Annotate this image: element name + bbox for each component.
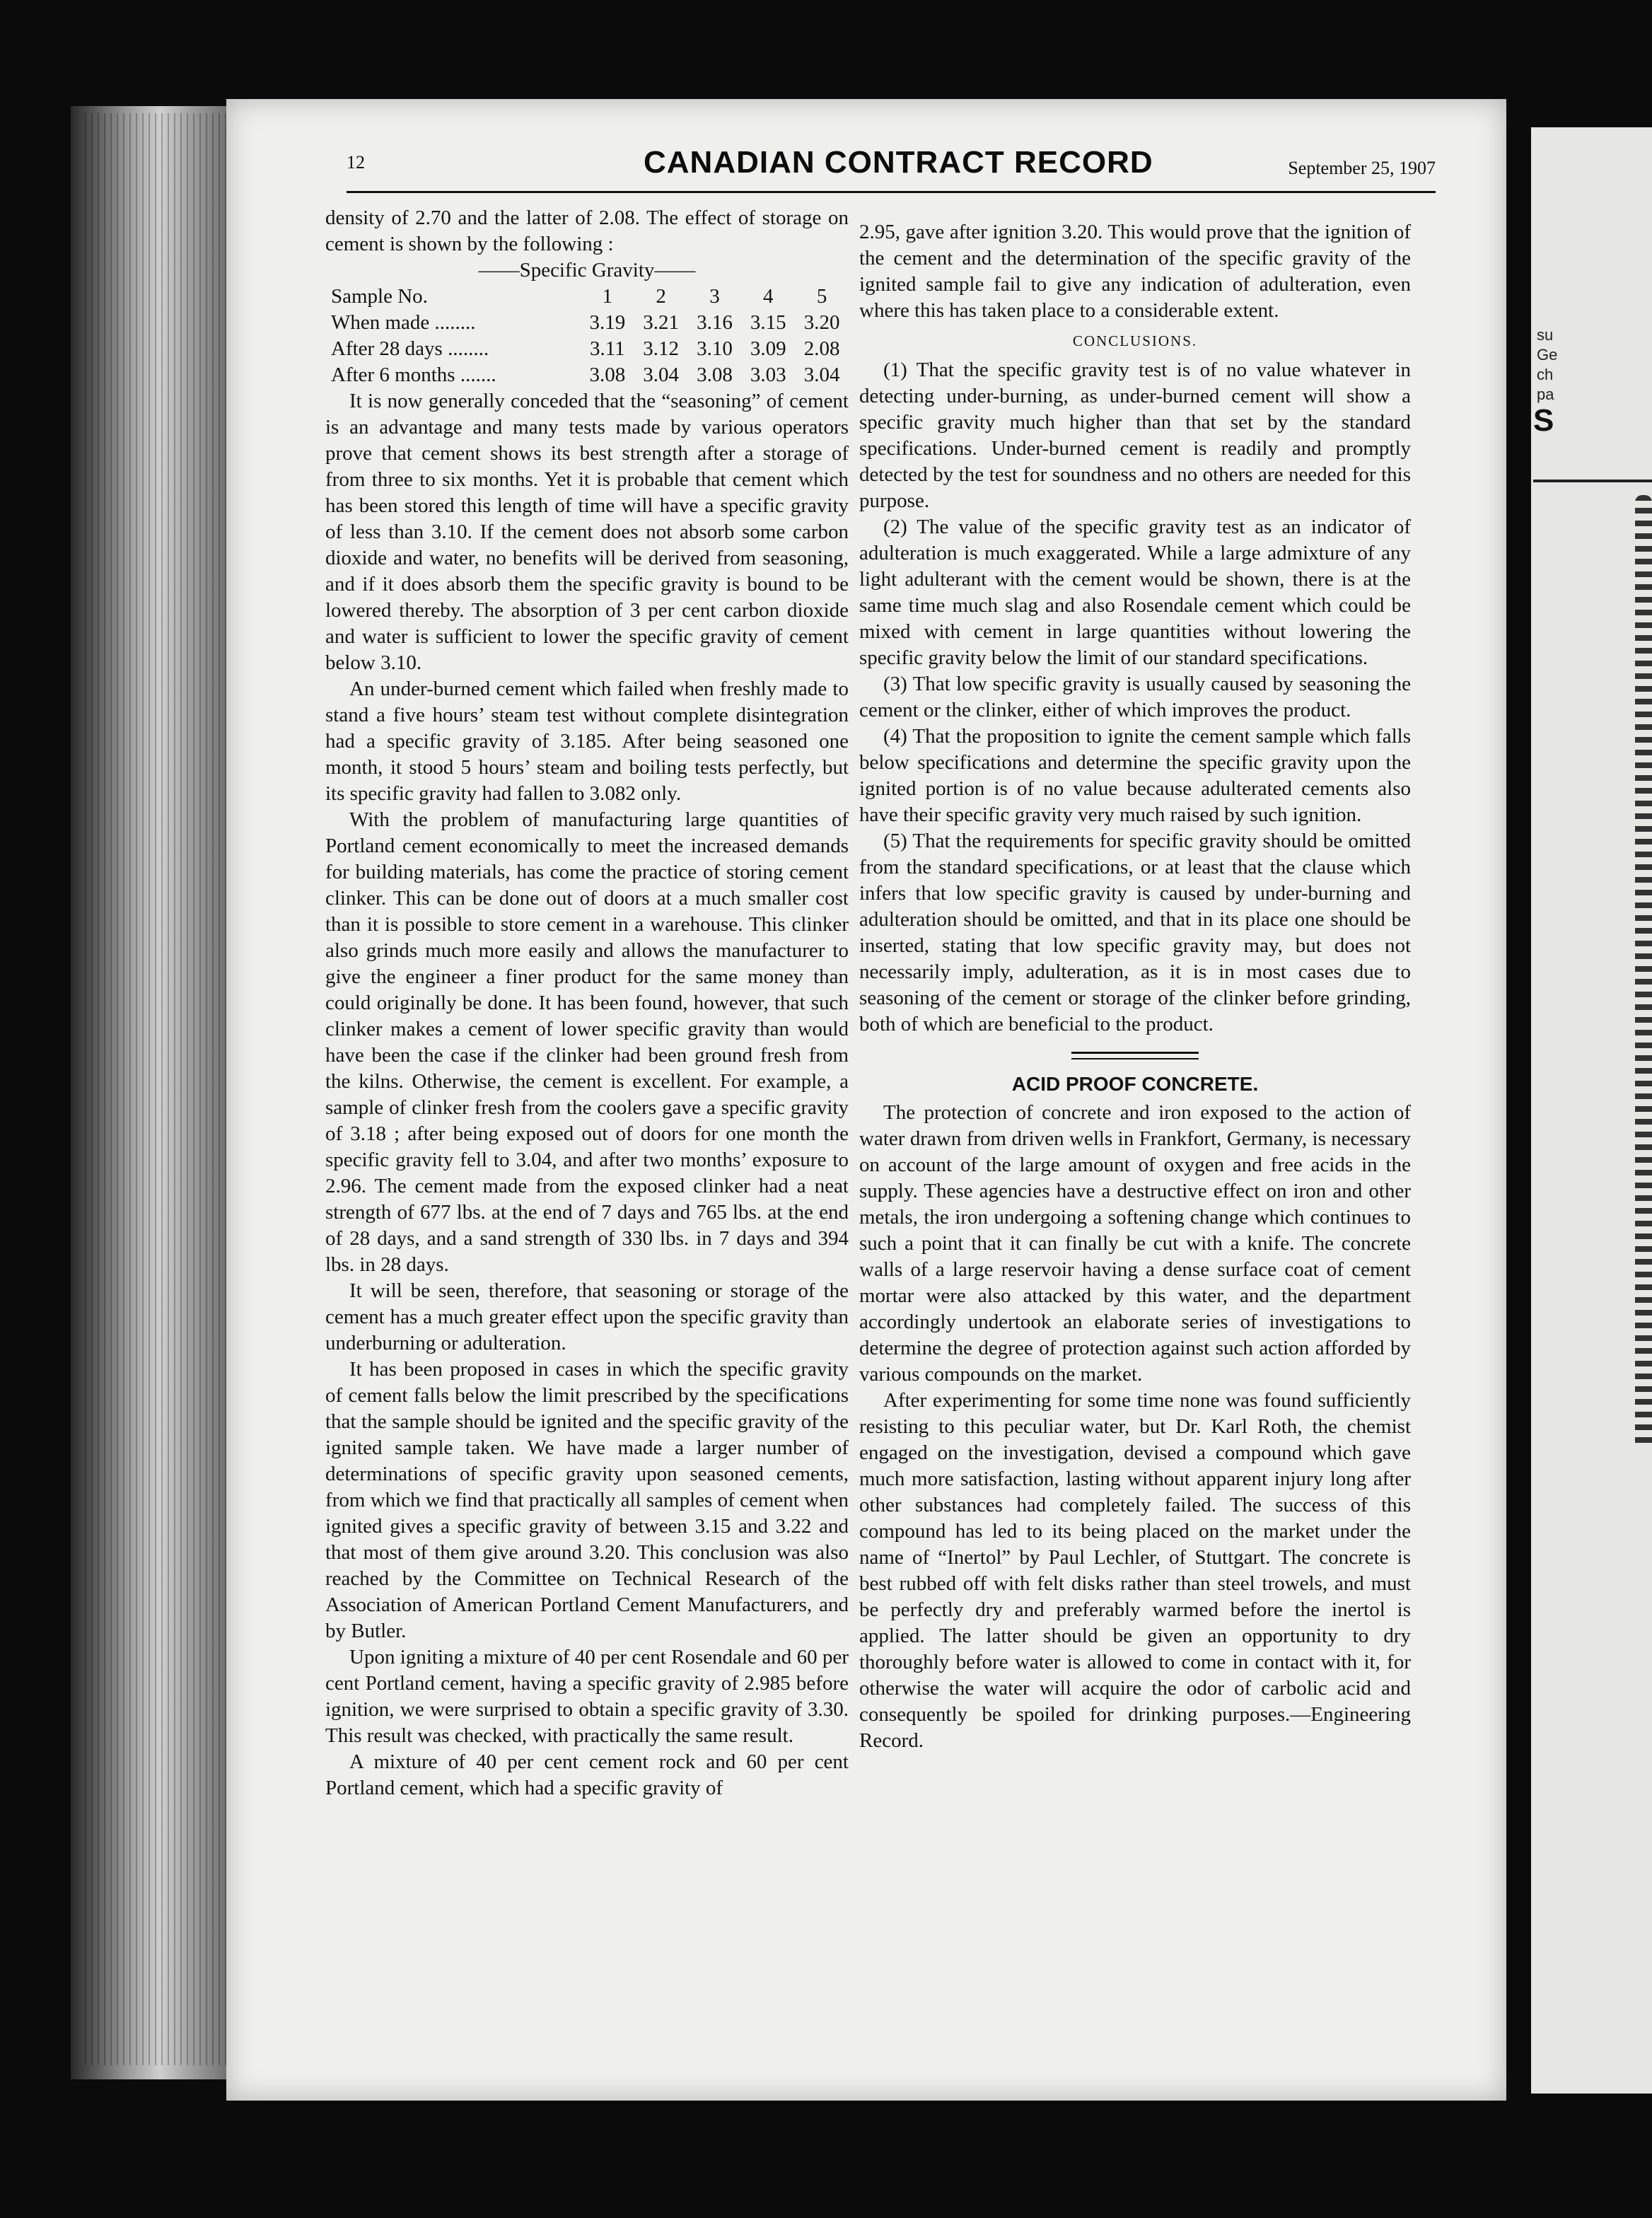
adjacent-fragment: Ge [1537, 346, 1558, 364]
header-rule [347, 191, 1436, 193]
section-divider [1071, 1052, 1199, 1059]
table-col-header: 4 [763, 285, 774, 308]
table-header-label: Sample No. [331, 285, 428, 308]
table-cell: 3.19 [589, 311, 626, 334]
table-col-header: 3 [709, 285, 720, 308]
table-header-row [325, 284, 849, 310]
article-title: ACID PROOF CONCRETE. [1011, 1073, 1259, 1095]
row-label: When made ........ [331, 311, 476, 334]
paragraph: 2.95, gave after ignition 3.20. This would prove that the ignition of the cement and the determination of the specific gravity of the ignited sample fail to give any indication of adulteration, even where this has taken place to a considerable extent. [859, 221, 1411, 322]
paragraph: It has been proposed in cases in which the specific gravity of cement falls below the limit prescribed by the specifications that the sample should be ignited and the specific gravity of the ignited sample taken. We have made a larger number of determinations of specific gravity upon seasoned cements, from which we find that practically all samples of cement when ignited gives a specific gravity of between 3.15 and 3.22 and that most of them give around 3.20. This conclusion was also reached by the Committee on Technical Research of the Association of American Portland Cement Manufacturers, and by Butler. [325, 1358, 849, 1642]
table-cell: 3.04 [803, 364, 840, 386]
right-column [859, 219, 1411, 1754]
conclusion-item: (2) The value of the specific gravity test as an indicator of adulteration is much exaggerated. While a large admixture of any light adulterant with the cement would be shown, there is at the same time much slag and also Rosendale cement which could be mixed with cement in large quantities without lowering the specific gravity below the limit of our standard specifications. [859, 516, 1411, 669]
table-cell: 3.12 [643, 337, 679, 360]
row-label: After 28 days ........ [331, 337, 489, 360]
paragraph: The protection of concrete and iron exposed to the action of water drawn from driven wells in Frankfort, Germany, is necessary on account of the large amount of oxygen and free acids in the supply. These agencies have a destructive effect on iron and other metals, the iron undergoing a softening change which continues to such a point that it can finally be cut with a knife. The concrete walls of a large reservoir having a dense surface coat of cement mortar were also attacked by this water, and the department accordingly undertook an elaborate series of investigations to determine the degree of protection against such action afforded by various compounds on the market. [859, 1101, 1411, 1386]
paragraph: Upon igniting a mixture of 40 per cent Rosendale and 60 per cent Portland cement, having a specific gravity of 2.985 before ignition, we were surprised to obtain a specific gravity of 3.30. This result was checked, with practically the same result. [325, 1646, 849, 1747]
left-column [325, 205, 849, 1801]
conclusions-heading: CONCLUSIONS. [1072, 332, 1198, 349]
paragraph: It will be seen, therefore, that seasoning or storage of the cement has a much greater effect upon the specific gravity than underburning or adulteration. [325, 1279, 849, 1354]
table-col-header: 5 [816, 285, 827, 308]
paragraph: With the problem of manufacturing large quantities of Portland cement economically to meet the increased demands for building materials, has come the practice of storing cement clinker. This can be done out of doors at a much smaller cost than it is possible to store cement in a warehouse. This clinker also grinds much more easily and allows the manufacturer to give the engineer a finer product for the same money than could originally be done. It has been found, however, that such clinker makes a cement of lower specific gravity than would have been the case if the clinker had been ground fresh from the kilns. Otherwise, the cement is excellent. For example, a sample of clinker fresh from the coolers gave a specific gravity of 3.18 ; after being exposed out of doors for one month the specific gravity fell to 3.04, and after two months’ exposure to 2.96. The cement made from the exposed clinker had a neat strength of 677 lbs. at the end of 7 days and 765 lbs. at the end of 28 days, and a sand strength of 330 lbs. in 7 days and 394 lbs. in 28 days. [325, 808, 849, 1276]
table-cell: 3.11 [589, 337, 625, 360]
table-cell: 3.20 [803, 311, 840, 334]
adjacent-heading-letter: S [1533, 403, 1554, 438]
table-cell: 3.09 [750, 337, 786, 360]
paragraph: After experimenting for some time none was found sufficiently resisting to this peculiar water, but Dr. Karl Roth, the chemist engaged on the investigation, devised a compound which gave much more satisfaction, lasting without apparent injury long after other substances had completely failed. The success of this compound has led to its being placed on the market under the name of “Inertol” by Paul Lechler, of Stuttgart. The concrete is best rubbed off with felt disks rather than steel trowels, and must be perfectly dry and preferably warmed before the inertol is applied. The latter should be given an opportunity to dry thoroughly before water is allowed to come in contact with it, for otherwise the water will acquire the odor of carbolic acid and consequently be spoiled for drinking purposes.—Engineering Record. [859, 1389, 1411, 1752]
page-header [347, 145, 1436, 194]
table-cell: 3.04 [643, 364, 679, 386]
conclusion-item: (4) That the proposition to ignite the cement sample which falls below specifications and determine the specific gravity upon the ignited portion is of no value because adulterated cements also have their specific gravity very much raised by such ignition. [859, 725, 1411, 826]
table-cell: 3.10 [697, 337, 733, 360]
paragraph: density of 2.70 and the latter of 2.08. The effect of storage on cement is shown by the following : [325, 207, 849, 255]
table-col-header: 2 [656, 285, 666, 308]
page-number: 12 [347, 152, 365, 173]
table-cell: 3.08 [697, 364, 733, 386]
adjacent-fragment: pa [1537, 385, 1554, 403]
masthead: CANADIAN CONTRACT RECORD [644, 145, 1153, 180]
adjacent-fragment: ch [1537, 366, 1554, 383]
decorative-border [1635, 495, 1652, 1450]
paragraph: An under-burned cement which failed when freshly made to stand a five hours’ steam test without complete disintegration had a specific gravity of 3.185. After being seasoned one month, it stood 5 hours’ steam and boiling tests perfectly, but its specific gravity had fallen to 3.082 only. [325, 678, 849, 805]
adjacent-fragment: su [1537, 326, 1554, 344]
table-cell: 3.21 [643, 311, 679, 334]
conclusion-item: (1) That the specific gravity test is of no value whatever in detecting under-burning, as under-burned cement will show a specific gravity much higher than that set by the standard specifications. Under-burned cement is readily and promptly detected by the test for soundness and no others are needed for this purpose. [859, 359, 1411, 512]
page-edge-lines [85, 113, 226, 2065]
table-cell: 3.08 [589, 364, 626, 386]
table-row [325, 310, 849, 336]
table-group-header: ——Specific Gravity—— [478, 259, 696, 281]
paragraph: A mixture of 40 per cent cement rock and 60 per cent Portland cement, which had a specific gravity of [325, 1750, 849, 1799]
conclusion-item: (3) That low specific gravity is usually caused by seasoning the cement or the clinker, either of which improves the product. [859, 673, 1411, 721]
table-cell: 3.16 [697, 311, 733, 334]
paragraph: It is now generally conceded that the “seasoning” of cement is an advantage and many tests made by various operators prove that cement shows its best strength after a storage of from three to six months. Yet it is probable that cement which has been stored this length of time will have a specific gravity of less than 3.10. If the cement does not absorb some carbon dioxide and water, no benefits will be derived from seasoning, and if it does absorb them the specific gravity is bound to be lowered thereby. The absorption of 3 per cent carbon dioxide and water is sufficient to lower the specific gravity of cement below 3.10. [325, 390, 849, 674]
table-cell: 3.15 [750, 311, 786, 334]
adjacent-rule [1533, 480, 1652, 482]
specific-gravity-table [325, 257, 849, 388]
table-col-header: 1 [602, 285, 613, 308]
issue-date: September 25, 1907 [1288, 158, 1436, 178]
table-cell: 3.03 [750, 364, 786, 386]
table-cell: 2.08 [803, 337, 840, 360]
table-row [325, 362, 849, 388]
row-label: After 6 months ....... [331, 364, 496, 386]
table-row [325, 336, 849, 362]
conclusion-item: (5) That the requirements for specific gravity should be omitted from the standard specifications, or at least that the clause which infers that low specific gravity is caused by under-burning and adulteration should be omitted, and that in its place one should be inserted, stating that low specific gravity may, but does not necessarily imply, adulteration, as it is in most cases due to seasoning of the cement or storage of the clinker before grinding, both of which are beneficial to the product. [859, 830, 1411, 1035]
